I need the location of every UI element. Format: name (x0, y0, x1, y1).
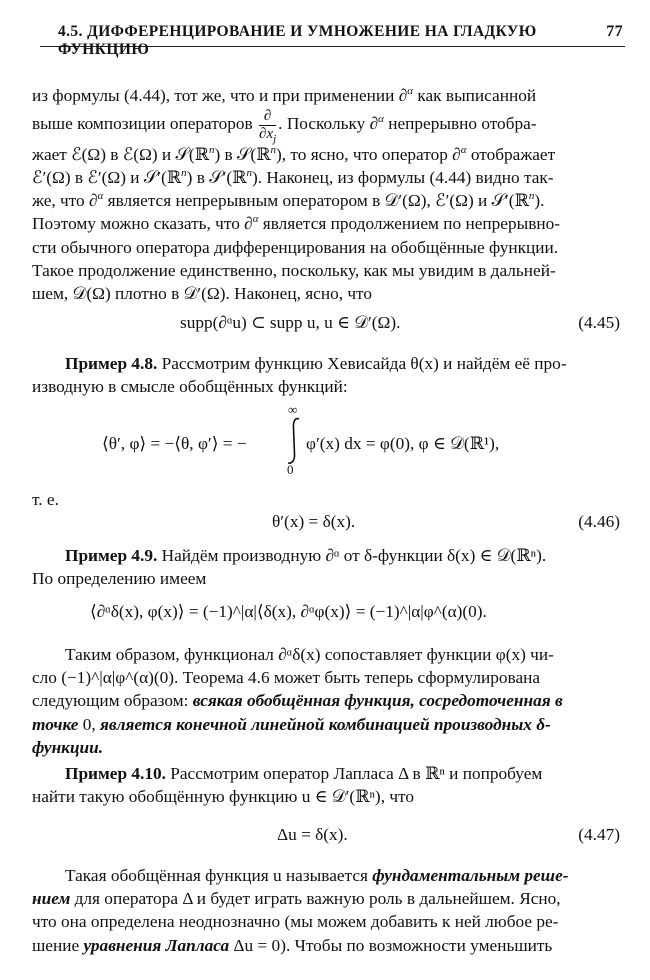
equation-number: (4.46) (578, 512, 620, 531)
equation-heaviside: ⟨θ′, φ⟩ = −⟨θ, φ′⟩ = − ∞ 0 φ′(x) dx = φ(0), φ ∈ 𝒟(ℝ¹), (102, 402, 500, 477)
line: шем, 𝒟(Ω) плотно в 𝒟′(Ω). Наконец, ясно, что (32, 283, 373, 303)
line: Поэтому можно сказать, что ∂$^\alpha$ является продолжением по непрерывно- (32, 213, 561, 234)
line: из формулы (4.44), тот же, что и при применении ∂$^\alpha$ как выписанной (32, 85, 537, 105)
integral-upper-limit: ∞ (288, 402, 298, 417)
section-title: 4.5. ДИФФЕРЕНЦИРОВАНИЕ И УМНОЖЕНИЕ НА ГЛАДКУЮ ФУНКЦИЮ (58, 23, 537, 58)
paragraph-conclusion: Таким образом, функционал ∂ᵅδ(x) сопоставляет функции φ(x) чи- сло (−1)^|α|φ^(α)(0). Теорема 4.6 может быть теперь сформулирована следующим образом: всякая обобщённая функция, сосредоточенная в точке 0, является конечной линейной комбинацией производных δ- функции. (32, 645, 563, 757)
equation-number: (4.45) (578, 313, 620, 332)
line: Такое продолжение единственно, поскольку, как мы увидим в дальней- (32, 260, 556, 280)
te-label: т. е. (32, 490, 59, 509)
integral-lower-limit: 0 (287, 462, 294, 477)
example-label: Пример 4.8. (65, 354, 158, 373)
paragraph-fundamental-solution: Такая обобщённая функция u называется фундаментальным реше- нием для оператора Δ и будет играть важную роль в дальнейшем. Ясно, что она определена неоднозначно (мы можем добавить к ней любое ре- шение уравнения Лапласа Δu = 0). Чтобы по возможности уменьшить (32, 866, 569, 955)
line: ℰ′(Ω) в ℰ′(Ω) и 𝒮′(ℝ$^n$) в 𝒮′(ℝ$^n$). Наконец, из формулы (4.44) видно так- (32, 167, 554, 187)
example-label: Пример 4.9. (65, 546, 158, 565)
paragraph-continuation (32, 84, 622, 305)
fraction: $\frac{\partial}{\partial x_j}$ (259, 107, 277, 145)
example-4-9: Пример 4.9. Найдём производную ∂ᵅ от δ-функции δ(x) ∈ 𝒟(ℝⁿ). По определению имеем (32, 546, 547, 589)
line: жает ℰ(Ω) в ℰ(Ω) и 𝒮(ℝ$^n$) в 𝒮(ℝ$^n$), то ясно, что оператор ∂$^\alpha$ отображает (32, 143, 556, 164)
page-number: 77 (606, 23, 623, 40)
example-4-10: Пример 4.10. Рассмотрим оператор Лапласа Δ в ℝⁿ и попробуем найти такую обобщённую функцию u ∈ 𝒟′(ℝⁿ), что (32, 764, 543, 807)
running-header (40, 18, 625, 58)
page: 4.5. ДИФФЕРЕНЦИРОВАНИЕ И УМНОЖЕНИЕ НА ГЛАДКУЮ ФУНКЦИЮ 77 из формулы (4.44), тот же, что и при применении ∂$^\alpha$ как выписанной выше композиции операторов $\frac{\partial}{\partial x_j}$ . Поскольку ∂$^\alpha$ непрерывно отобра- жает ℰ(Ω) в ℰ(Ω) и 𝒮(ℝ$^n$) в 𝒮(ℝ$^n$), то ясно, что оператор ∂$^\alpha$ отображает ℰ′(Ω) в ℰ′(Ω) и 𝒮′(ℝ$^n$) в 𝒮′(ℝ$^n$). Наконец, из формулы (4.44) видно так- же, что ∂$^\alpha$ является непрерывным оператором в 𝒟′(Ω), ℰ′(Ω) и 𝒮′(ℝ$^n$). Поэтому можно сказать, что ∂$^\alpha$ является продолжением по непрерывно- сти обычного оператора дифференцирования на обобщённые функции. Такое продолжение единственно, поскольку, как мы увидим в дальней- шем, 𝒟(Ω) плотно в 𝒟′(Ω). Наконец, ясно, что supp(∂ᵅu) ⊂ supp u, u ∈ 𝒟′(Ω). (4.45) Пример 4.8. Рассмотрим функцию Хевисайда θ(x) и найдём её про- изводную в смысле обобщённых функций: ⟨θ′, φ⟩ = −⟨θ, φ′⟩ = − ∞ 0 φ′(x) dx = φ(0), φ ∈ 𝒟(ℝ¹), т. е. θ′(x) = δ(x). (4.46) Пример 4.9. Найдём производную ∂ᵅ от δ-функции δ(x) ∈ 𝒟(ℝⁿ). По определению имеем ⟨∂ᵅδ(x), φ(x)⟩ = (−1)^|α|⟨δ(x), ∂ᵅφ(x)⟩ = (−1)^|α|φ^(α)(0). Таким образом, функционал ∂ᵅδ(x) сопоставляет функции φ(x) чи- сло (−1)^|α|φ^(α)(0). Теорема 4.6 может быть теперь сформулирована следующим образом: всякая обобщённая функция, сосредоточенная в точке 0, является конечной линейной комбинацией производных δ- функции. Пример 4.10. Рассмотрим оператор Лапласа Δ в ℝⁿ и попробуем найти такую обобщённую функцию u ∈ 𝒟′(ℝⁿ), что Δu = δ(x). (4.47) Такая обобщённая функция u называется фундаментальным реше- нием для оператора Δ и будет играть важную роль в дальнейшем. Ясно, что она определена неоднозначно (мы можем добавить к ней любое ре- шение уравнения Лапласа Δu = 0). Чтобы по возможности уменьшить (0, 0, 650, 980)
example-label: Пример 4.10. (65, 764, 166, 783)
equation-number: (4.47) (578, 825, 620, 844)
example-4-8: Пример 4.8. Рассмотрим функцию Хевисайда θ(x) и найдём её про- изводную в смысле обобщённых функций: (32, 354, 567, 397)
integral-sign-icon (284, 416, 304, 466)
line: же, что ∂$^\alpha$ является непрерывным оператором в 𝒟′(Ω), ℰ′(Ω) и 𝒮′(ℝ$^n$). (32, 190, 545, 211)
line: выше композиции операторов $\frac{\partial}{\partial x_j}$ . Поскольку ∂$^\alpha$ непрерывно отобра- (32, 107, 537, 145)
line: сти обычного оператора дифференцирования на обобщённые функции. (32, 237, 559, 257)
